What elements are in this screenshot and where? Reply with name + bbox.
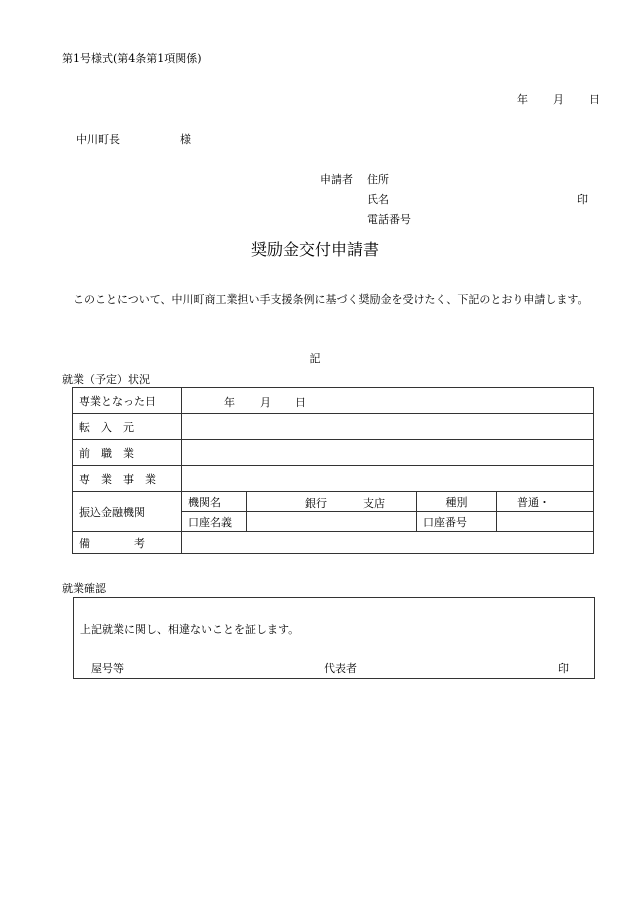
start-date-month: 月 [260,396,271,409]
account-type-value[interactable]: 普通・ [497,492,594,512]
status-section-heading: 就業（予定）状況 [62,373,150,386]
institution-field[interactable] [247,492,417,512]
date-day-label: 日 [589,93,600,106]
start-date-label: 専業となった日 [73,388,182,414]
applicant-seal-mark: 印 [577,193,588,206]
start-date-field[interactable] [182,388,594,414]
remarks-label: 備 考 [73,532,182,554]
bank-suffix: 銀行 [305,497,327,510]
business-label: 専 業 事 業 [73,466,182,492]
table-row [73,440,594,466]
moved-from-field[interactable] [182,414,594,440]
employment-status-table [72,387,594,554]
confirmation-statement: 上記就業に関し、相違ないことを証します。 [80,623,300,636]
account-name-label: 口座名義 [182,512,247,532]
table-row [73,532,594,554]
body-paragraph: このことについて、中川町商工業担い手支援条例に基づく奨励金を受けたく、下記のとおり申請します。 [73,293,589,306]
previous-job-field[interactable] [182,440,594,466]
previous-job-label: 前 職 業 [73,440,182,466]
trade-name-label: 屋号等 [91,662,124,675]
business-field[interactable] [182,466,594,492]
table-row [73,492,594,512]
bank-label: 振込金融機関 [73,492,182,532]
representative-label: 代表者 [324,662,357,675]
document-title: 奨励金交付申請書 [250,240,379,259]
applicant-phone-label: 電話番号 [367,213,411,226]
form-number: 第1号様式(第4条第1項関係) [62,52,202,65]
applicant-name-label: 氏名 [367,193,389,206]
account-number-label: 口座番号 [417,512,497,532]
confirmation-box [73,597,595,679]
applicant-label: 申請者 [320,173,353,186]
addressee-mayor: 中川町長 [76,133,120,146]
moved-from-label: 転 入 元 [73,414,182,440]
table-row [73,388,594,414]
table-row [73,466,594,492]
table-row [73,414,594,440]
ki-marker: 記 [309,352,321,365]
institution-label: 機関名 [182,492,247,512]
branch-suffix: 支店 [363,497,385,510]
applicant-address-label: 住所 [367,173,389,186]
start-date-year: 年 [224,396,235,409]
addressee-honorific: 様 [180,133,191,146]
start-date-day: 日 [295,396,306,409]
date-month-label: 月 [553,93,564,106]
remarks-field[interactable] [182,532,594,554]
confirmation-heading: 就業確認 [62,582,106,595]
confirmation-seal-mark: 印 [558,662,569,675]
date-year-label: 年 [517,93,528,106]
account-number-field[interactable] [497,512,594,532]
account-type-label: 種別 [417,492,497,512]
account-name-field[interactable] [247,512,417,532]
